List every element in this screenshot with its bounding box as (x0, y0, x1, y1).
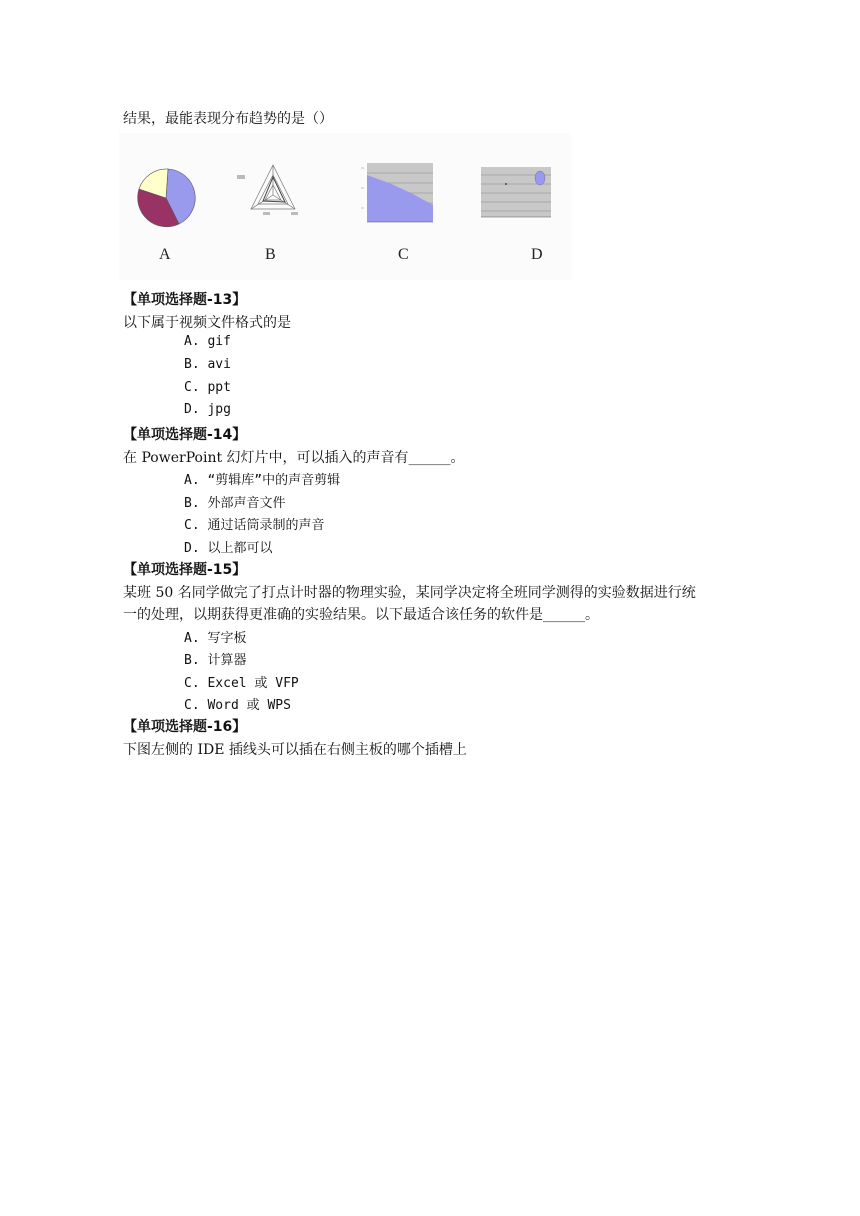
chart-thumbnails (119, 133, 571, 280)
question-stem: 某班 50 名同学做完了打点计时器的物理实验，某同学决定将全班同学测得的实验数据进行统 (123, 585, 696, 601)
answer-option: C. Word 或 WPS (184, 698, 291, 713)
question-heading: 【单项选择题-14】 (123, 427, 247, 443)
option-label-a: A (159, 246, 171, 263)
question-heading: 【单项选择题-13】 (123, 292, 247, 308)
radar-chart-thumbnail (237, 165, 298, 215)
question-heading: 【单项选择题-16】 (123, 719, 247, 735)
chart-options-figure (119, 133, 571, 280)
option-label-c: C (398, 246, 409, 263)
area-chart-thumbnail (361, 163, 433, 222)
answer-option: B. avi (184, 357, 231, 372)
answer-option: A. gif (184, 334, 231, 349)
intro-line: 结果，最能表现分布趋势的是（） (123, 111, 333, 127)
bubble-chart-thumbnail (481, 167, 551, 217)
answer-option: A. “剪辑库”中的声音剪辑 (184, 473, 341, 488)
pie-chart-thumbnail (138, 169, 196, 227)
option-label-b: B (265, 246, 276, 263)
answer-option: C. ppt (184, 380, 231, 395)
answer-option: A. 写字板 (184, 631, 247, 646)
question-heading: 【单项选择题-15】 (123, 562, 247, 578)
question-stem: 在 PowerPoint 幻灯片中，可以插入的声音有______。 (123, 450, 465, 466)
option-label-d: D (531, 246, 543, 263)
question-stem: 下图左侧的 IDE 插线头可以插在右侧主板的哪个插槽上 (123, 742, 467, 758)
answer-option: C. Excel 或 VFP (184, 676, 299, 691)
question-stem-continued: 一的处理，以期获得更准确的实验结果。以下最适合该任务的软件是______。 (123, 607, 599, 623)
question-stem: 以下属于视频文件格式的是 (123, 315, 291, 331)
answer-option: D. 以上都可以 (184, 541, 273, 556)
answer-option: C. 通过话筒录制的声音 (184, 518, 325, 533)
answer-option: D. jpg (184, 402, 231, 417)
answer-option: B. 计算器 (184, 653, 247, 668)
answer-option: B. 外部声音文件 (184, 496, 286, 511)
